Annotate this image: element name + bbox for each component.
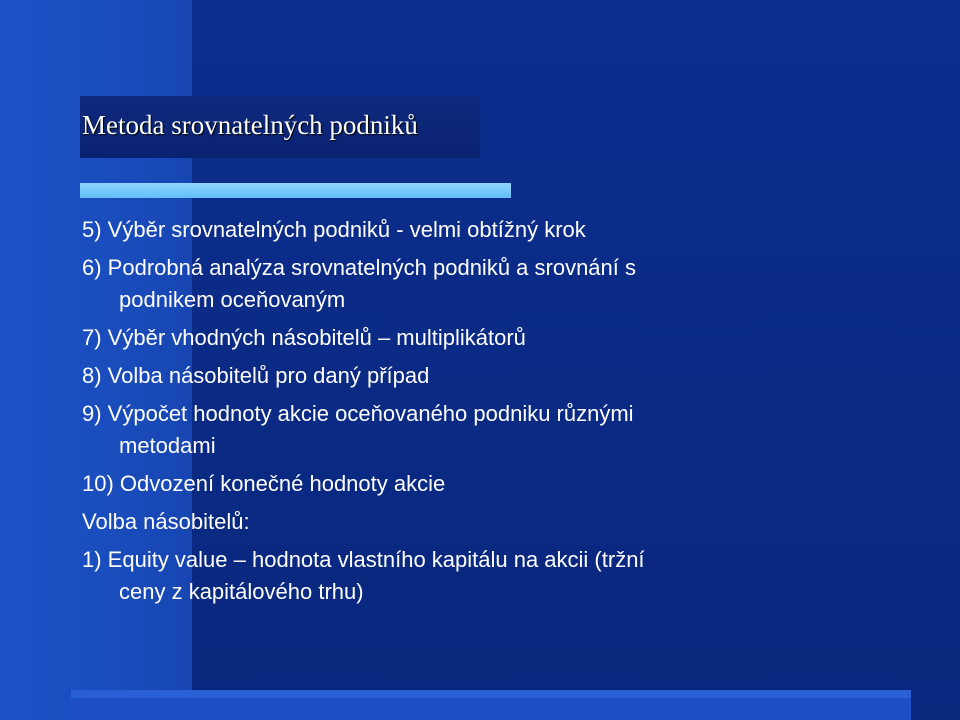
multiplier-item-1-continuation: ceny z kapitálového trhu) bbox=[119, 579, 364, 604]
multiplier-item-1: 1) Equity value – hodnota vlastního kapitálu na akcii (tržní bbox=[82, 547, 645, 572]
list-item-6-continuation: podnikem oceňovaným bbox=[119, 287, 346, 312]
list-item-6: 6) Podrobná analýza srovnatelných podniků a srovnání s bbox=[82, 255, 637, 280]
bottom-decorative-bar bbox=[71, 690, 911, 720]
section-heading: Volba násobitelů: bbox=[82, 509, 250, 534]
slide-body bbox=[82, 214, 942, 608]
list-item-9-continuation: metodami bbox=[119, 433, 216, 458]
list-item-5: 5) Výběr srovnatelných podniků - velmi obtížný krok bbox=[82, 217, 586, 242]
list-item-9: 9) Výpočet hodnoty akcie oceňovaného podniku různými bbox=[82, 401, 634, 426]
slide-title: Metoda srovnatelných podniků bbox=[82, 110, 418, 140]
title-underline-bar bbox=[80, 183, 511, 198]
list-item-7: 7) Výběr vhodných násobitelů – multiplikátorů bbox=[82, 325, 526, 350]
list-item-8: 8) Volba násobitelů pro daný případ bbox=[82, 363, 430, 388]
list-item-10: 10) Odvození konečné hodnoty akcie bbox=[82, 471, 446, 496]
